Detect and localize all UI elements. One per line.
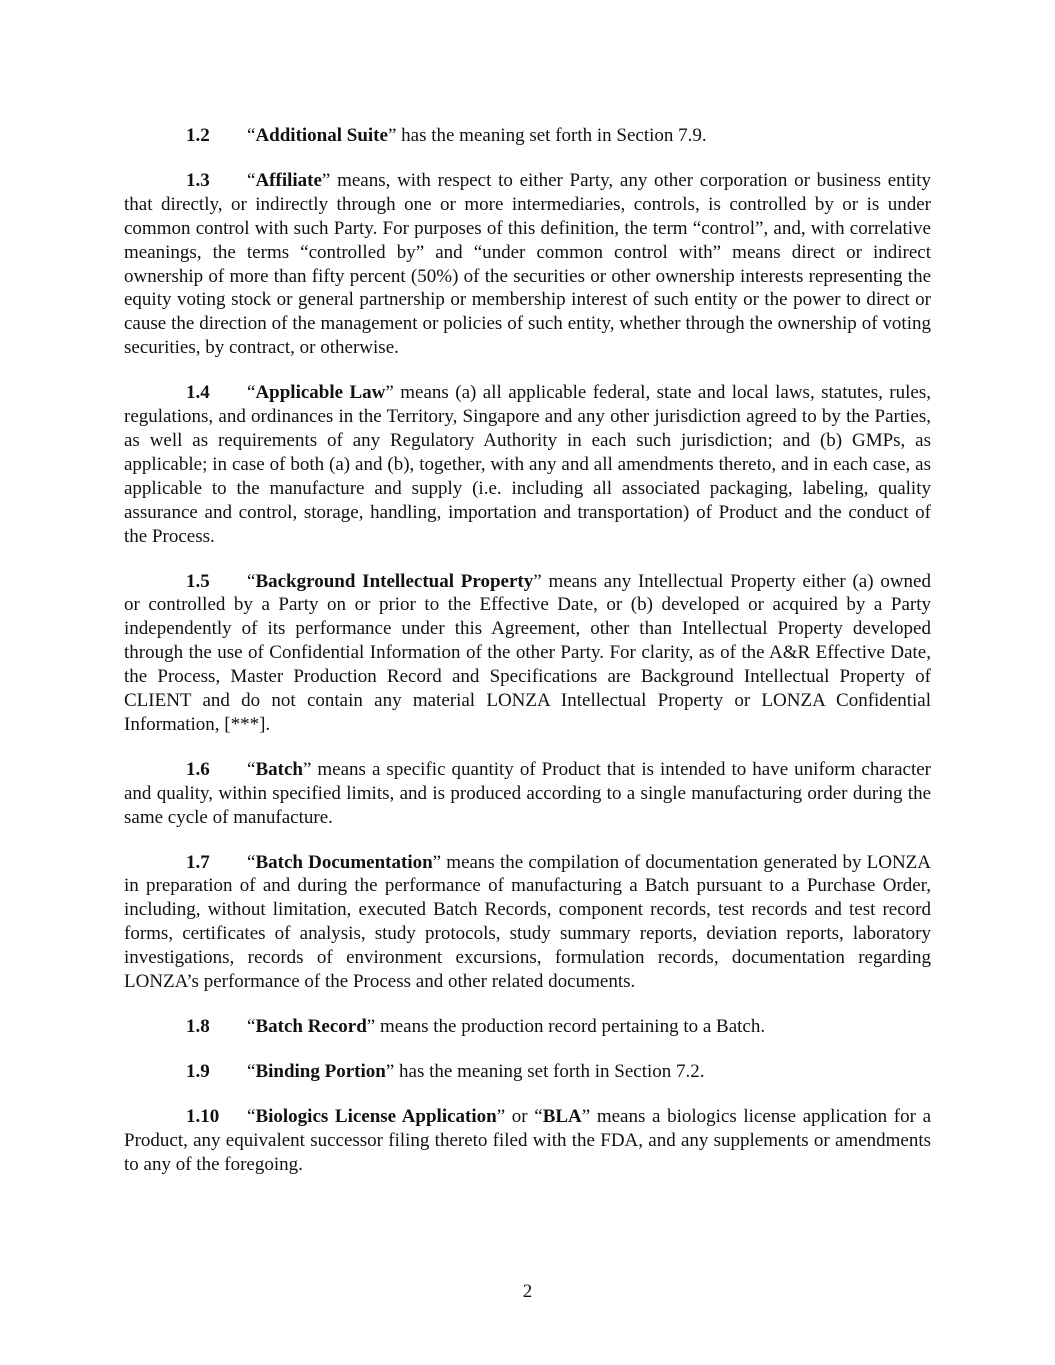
section-number: 1.4: [186, 382, 210, 404]
defined-term: Additional Suite: [255, 125, 388, 146]
section-1-2: [124, 124, 931, 148]
section-number: 1.5: [186, 570, 210, 592]
definition-text: means, with respect to either Party, any other corporation or business entity that directly, or indirectly through one or more intermediaries, controls, is controlled by or is under common control with such Party. For purposes of this definition, the term “control”, and, with correlative meanings, the terms “controlled by” and “under common control with” means direct or indirect ownership of more than fifty percent (50%) of the securities or other ownership interests representing the equity voting stock or general partnership or membership interest of such entity or the power to direct or cause the direction of the management or policies of such entity, whether through the ownership of voting securities, by contract, or otherwise.: [124, 169, 931, 359]
open-quote: “: [247, 851, 256, 873]
defined-term: Applicable Law: [255, 382, 386, 404]
close-quote: ”: [432, 851, 442, 873]
section-number: 1.8: [186, 1016, 210, 1037]
defined-term: Background Intellectual Property: [255, 570, 534, 592]
definition-text: has the meaning set forth in Section 7.2.: [394, 1060, 705, 1082]
defined-term: Batch Record: [255, 1016, 367, 1037]
close-quote: ”: [387, 125, 397, 146]
defined-term: Binding Portion: [255, 1060, 386, 1082]
open-quote: “: [247, 1060, 256, 1082]
close-quote: ”: [302, 758, 312, 780]
defined-term: Batch: [255, 758, 303, 780]
section-number: 1.6: [186, 758, 210, 780]
section-number: 1.3: [186, 169, 210, 191]
close-quote: ”: [533, 570, 542, 592]
open-quote: “: [247, 125, 256, 146]
connector-text: or “: [505, 1105, 543, 1127]
definition-text: means the production record pertaining to a Batch.: [375, 1016, 766, 1037]
close-quote: ”: [581, 1105, 591, 1127]
open-quote: “: [247, 1105, 256, 1127]
document-page: [124, 124, 931, 1198]
section-1-3: [124, 169, 931, 360]
section-1-10: [124, 1105, 931, 1177]
close-quote: ”: [385, 1060, 395, 1082]
section-1-4: [124, 381, 931, 548]
defined-term: Biologics License Application: [255, 1105, 497, 1127]
open-quote: “: [247, 758, 256, 780]
defined-term-abbreviation: BLA: [542, 1105, 582, 1127]
section-1-9: [124, 1060, 931, 1084]
close-quote: ”: [366, 1016, 376, 1037]
section-1-5: [124, 570, 931, 737]
open-quote: “: [247, 169, 256, 191]
definition-text: has the meaning set forth in Section 7.9.: [396, 125, 707, 146]
open-quote: “: [247, 1016, 256, 1037]
page-number: 2: [522, 1281, 533, 1302]
section-1-8: [124, 1015, 931, 1039]
section-number: 1.7: [186, 851, 210, 873]
definition-text: means a specific quantity of Product that is intended to have uniform character and quality, within specified limits, and is produced according to a single manufacturing order during the same cycle of manufacture.: [124, 758, 931, 828]
defined-term: Batch Documentation: [255, 851, 433, 873]
open-quote: “: [247, 382, 256, 404]
definition-text: means a biologics license application for a Product, any equivalent successor filing thereto filed with the FDA, and any supplements or amendments to any of the foregoing.: [124, 1105, 931, 1175]
close-quote: ”: [496, 1105, 506, 1127]
definition-text: means any Intellectual Property either (a) owned or controlled by a Party on or prior to the Effective Date, or (b) developed or acquired by a Party independently of its performance under this Agreement, other than Intellectual Property developed through the use of Confidential Information of the other Party. For clarity, as of the A&R Effective Date, the Process, Master Production Record and Specifications are Background Intellectual Property of CLIENT and do not contain any material LONZA Intellectual Property or LONZA Confidential Information, [***].: [124, 570, 931, 735]
section-number: 1.9: [186, 1060, 210, 1082]
definition-text: means (a) all applicable federal, state and local laws, statutes, rules, regulations, and ordinances in the Territory, Singapore and any other jurisdiction agreed to by the Parties, as well as requirements of any Regulatory Authority in each such jurisdiction; and (b) GMPs, as applicable; in case of both (a) and (b), together, with any and all amendments thereto, and in each case, as applicable to the manufacture and supply (i.e. including all associated packaging, labeling, quality assurance and control, storage, handling, importation and transportation) of Product and the conduct of the Process.: [124, 382, 931, 547]
definition-text: means the compilation of documentation generated by LONZA in preparation of and during the performance of manufacturing a Batch pursuant to a Purchase Order, including, without limitation, executed Batch Records, component records, test records and test record forms, certificates of analysis, study protocols, study summary reports, deviation reports, laboratory investigations, records of environment excursions, formulation records, documentation regarding LONZA’s performance of the Process and other related documents.: [124, 851, 931, 993]
section-number: 1.2: [186, 125, 210, 146]
defined-term: Affiliate: [255, 169, 322, 191]
close-quote: ”: [385, 382, 394, 404]
section-1-7: [124, 851, 931, 994]
close-quote: ”: [321, 169, 331, 191]
open-quote: “: [247, 570, 256, 592]
section-1-6: [124, 758, 931, 830]
section-number: 1.10: [186, 1105, 220, 1127]
